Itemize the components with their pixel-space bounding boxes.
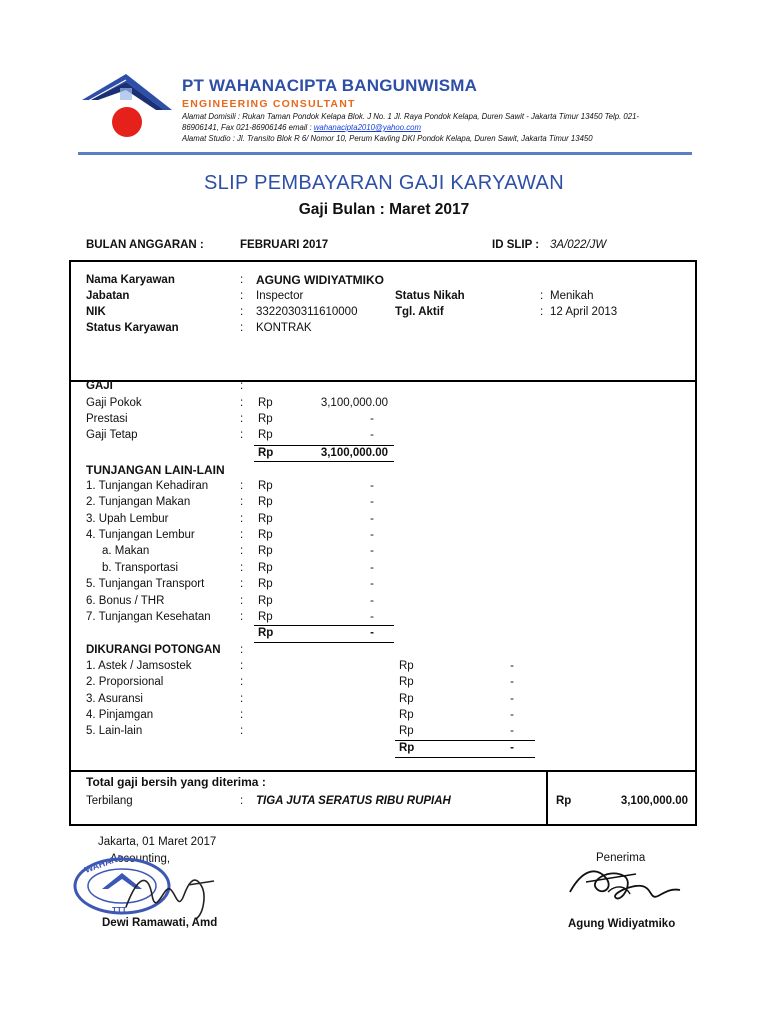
- currency-label: Rp: [399, 660, 414, 672]
- currency-label: Rp: [258, 496, 273, 508]
- accounting-role: Accounting,: [110, 853, 171, 865]
- net-pay-label: Total gaji bersih yang diterima :: [86, 775, 266, 789]
- currency-label: Rp: [258, 595, 273, 607]
- potongan-value: -: [510, 693, 514, 705]
- colon: :: [240, 562, 244, 574]
- salary-period: Gaji Bulan : Maret 2017: [298, 201, 470, 218]
- currency-label: Rp: [258, 529, 273, 541]
- tunjangan-label: 6. Bonus / THR: [86, 595, 165, 607]
- prestasi-label: Prestasi: [86, 413, 128, 425]
- currency-label: Rp: [258, 397, 273, 409]
- contact-phone-fax: 86906141, Fax 021-86906146 email :: [182, 123, 314, 132]
- tunjangan-label: 7. Tunjangan Kesehatan: [86, 611, 211, 623]
- receiver-name: Agung Widiyatmiko: [568, 918, 676, 930]
- tunjangan-label: 5. Tunjangan Transport: [86, 578, 205, 590]
- tunjangan-label: 4. Tunjangan Lembur: [86, 529, 195, 541]
- slip-title: SLIP PEMBAYARAN GAJI KARYAWAN: [204, 172, 564, 194]
- employee-status: KONTRAK: [256, 322, 312, 334]
- currency-label: Rp: [258, 480, 273, 492]
- currency-label: Rp: [258, 513, 273, 525]
- tunjangan-value: -: [370, 513, 374, 525]
- svg-text:WAHANA: WAHANA: [83, 855, 125, 875]
- gaji-pokok-label: Gaji Pokok: [86, 397, 142, 409]
- tunjangan-value: -: [370, 562, 374, 574]
- potongan-value: -: [510, 709, 514, 721]
- tunjangan-label: 3. Upah Lembur: [86, 513, 169, 525]
- colon: :: [240, 322, 244, 334]
- colon: :: [240, 578, 244, 590]
- active-date: 12 April 2013: [550, 306, 618, 318]
- currency-label: Rp: [258, 627, 274, 639]
- colon: :: [240, 676, 244, 688]
- employee-status-label: Status Karyawan: [86, 322, 179, 334]
- potongan-total: -: [510, 742, 514, 754]
- accounting-name: Dewi Ramawati, Amd: [102, 917, 218, 929]
- colon: :: [540, 306, 544, 318]
- tunjangan-total: -: [370, 627, 374, 639]
- currency-label: Rp: [399, 725, 414, 737]
- colon: :: [240, 397, 244, 409]
- currency-label: Rp: [556, 795, 572, 807]
- company-contact: [182, 123, 421, 132]
- tunjangan-label: 2. Tunjangan Makan: [86, 496, 191, 508]
- tunjangan-label: 1. Tunjangan Kehadiran: [86, 480, 209, 492]
- potongan-label: 4. Pinjamgan: [86, 709, 154, 721]
- address-telp: Telp. 021-: [604, 112, 640, 121]
- subtotal-line: [254, 445, 394, 446]
- terbilang-label: Terbilang: [86, 795, 133, 807]
- accounting-signature: [118, 865, 228, 925]
- receiver-role: Penerima: [596, 852, 646, 864]
- currency-label: Rp: [258, 611, 273, 623]
- header-divider: [78, 152, 692, 155]
- marital-status-label: Status Nikah: [395, 290, 465, 302]
- gaji-pokok-value: 3,100,000.00: [320, 397, 388, 409]
- receiver-signature: [566, 862, 686, 910]
- colon: :: [240, 290, 244, 302]
- tunjangan-value: -: [370, 529, 374, 541]
- subtotal-line: [254, 461, 394, 462]
- tunjangan-label: a. Makan: [102, 545, 150, 557]
- tunjangan-value: -: [370, 578, 374, 590]
- colon: :: [240, 795, 244, 807]
- currency-label: Rp: [258, 429, 273, 441]
- nik-label: NIK: [86, 306, 106, 318]
- company-name: PT WAHANACIPTA BANGUNWISMA: [182, 76, 478, 95]
- company-address-studio: Alamat Studio : Jl. Transito Blok R 6/ Nomor 10, Perum Kavling DKI Pondok Kelapa, Duren Sawit, Jakarta Timur 13450: [182, 134, 593, 143]
- colon: :: [240, 725, 244, 737]
- potongan-heading: DIKURANGI POTONGAN: [86, 644, 221, 656]
- tunjangan-heading: TUNJANGAN LAIN-LAIN: [86, 463, 225, 477]
- tunjangan-value: -: [370, 545, 374, 557]
- currency-label: Rp: [399, 709, 414, 721]
- colon: :: [240, 413, 244, 425]
- gaji-total: 3,100,000.00: [320, 447, 388, 459]
- employee-name-label: Nama Karyawan: [86, 274, 175, 286]
- salary-breakdown-box: [69, 378, 697, 772]
- net-pay-amount: 3,100,000.00: [620, 795, 688, 807]
- colon: :: [240, 545, 244, 557]
- contact-email-link[interactable]: wahanacipta2010@yahoo.com: [313, 123, 421, 132]
- employee-position-label: Jabatan: [86, 290, 130, 302]
- amount-in-words: TIGA JUTA SERATUS RIBU RUPIAH: [256, 795, 451, 807]
- tunjangan-value: -: [370, 480, 374, 492]
- colon: :: [240, 529, 244, 541]
- tunjangan-value: -: [370, 496, 374, 508]
- svg-text:TTT: TTT: [112, 906, 127, 915]
- colon: :: [240, 513, 244, 525]
- gaji-heading: GAJI: [86, 380, 113, 392]
- company-address-domicile: [182, 112, 662, 123]
- active-date-label: Tgl. Aktif: [395, 306, 444, 318]
- potongan-label: 1. Astek / Jamsostek: [86, 660, 192, 672]
- colon: :: [240, 644, 244, 656]
- currency-label: Rp: [399, 693, 414, 705]
- subtotal-line: [395, 740, 535, 741]
- colon: :: [240, 306, 244, 318]
- potongan-value: -: [510, 725, 514, 737]
- colon: :: [240, 693, 244, 705]
- budget-label: BULAN ANGGARAN :: [86, 239, 204, 251]
- budget-value: FEBRUARI 2017: [240, 239, 329, 251]
- currency-label: Rp: [258, 447, 274, 459]
- company-logo: [80, 70, 176, 142]
- marital-status: Menikah: [550, 290, 594, 302]
- net-pay-divider: [546, 772, 548, 826]
- place-date: Jakarta, 01 Maret 2017: [98, 836, 217, 848]
- tunjangan-value: -: [370, 611, 374, 623]
- currency-label: Rp: [399, 742, 415, 754]
- colon: :: [240, 480, 244, 492]
- colon: :: [240, 595, 244, 607]
- colon: :: [240, 380, 244, 392]
- currency-label: Rp: [258, 413, 273, 425]
- slip-id-label: ID SLIP :: [492, 239, 540, 251]
- currency-label: Rp: [399, 676, 414, 688]
- gaji-tetap-value: -: [370, 429, 374, 441]
- colon: :: [240, 709, 244, 721]
- colon: :: [540, 290, 544, 302]
- subtotal-line: [254, 642, 394, 643]
- colon: :: [240, 611, 244, 623]
- colon: :: [240, 660, 244, 672]
- employee-name: AGUNG WIDIYATMIKO: [256, 273, 384, 287]
- colon: :: [240, 496, 244, 508]
- employee-position: Inspector: [256, 290, 304, 302]
- tunjangan-label: b. Transportasi: [102, 562, 179, 574]
- potongan-label: 2. Proporsional: [86, 676, 164, 688]
- subtotal-line: [395, 757, 535, 758]
- colon: :: [240, 274, 244, 286]
- tunjangan-value: -: [370, 595, 374, 607]
- slip-id-value: 3A/022/JW: [550, 239, 607, 251]
- prestasi-value: -: [370, 413, 374, 425]
- subtotal-line: [254, 625, 394, 626]
- currency-label: Rp: [258, 578, 273, 590]
- currency-label: Rp: [258, 562, 273, 574]
- potongan-value: -: [510, 676, 514, 688]
- colon: :: [240, 429, 244, 441]
- nik-value: 3322030311610000: [256, 306, 358, 318]
- currency-label: Rp: [258, 545, 273, 557]
- address-line-1: Alamat Domisili : Rukan Taman Pondok Kelapa Blok. J No. 1 Jl. Raya Pondok Kelapa, Duren Sawit - Jakarta Timur 13450: [182, 112, 603, 121]
- potongan-label: 3. Asuransi: [86, 693, 143, 705]
- company-subtitle: ENGINEERING CONSULTANT: [182, 98, 356, 110]
- potongan-label: 5. Lain-lain: [86, 725, 143, 737]
- potongan-value: -: [510, 660, 514, 672]
- gaji-tetap-label: Gaji Tetap: [86, 429, 138, 441]
